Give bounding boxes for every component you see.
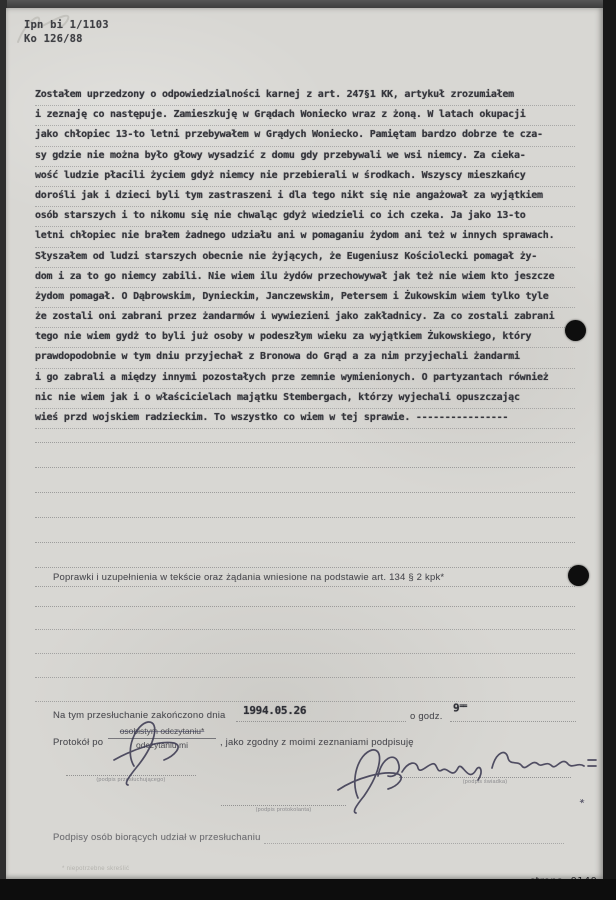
testimony-line: dom i za to go niemcy zabili. Nie wiem ilu żydów przechowywał jak też nie wiem kto jeszcze (35, 268, 575, 288)
testimony-line: Słyszałem od ludzi starszych obecnie nie żyjących, że Eugeniusz Kościolecki pomagał ży- (35, 248, 575, 268)
protocol-label: Protokół po (53, 737, 104, 748)
signature-line-witness (399, 776, 571, 778)
hour-label: o godz. (410, 711, 443, 722)
signature-label-recorder: (podpis protokolanta) (255, 807, 312, 813)
ruled-line (35, 606, 575, 630)
archive-ref-1: Ipn bi 1/1103 (24, 19, 109, 31)
ruled-line (35, 518, 575, 543)
corrections-label: Poprawki i uzupełnienia w tekście oraz żądania wniesione na podstawie art. 134 § 2 kpk* (53, 572, 445, 583)
testimony-line: sy gdzie nie można było głowy wysadzić z domu gdy przebywali we wsi niemcy. Za cieka- (35, 147, 575, 167)
signature-label-witness: (podpis świadka) (462, 779, 508, 785)
protocol-reading-options (108, 726, 216, 751)
option-personal-reading: osobistym odczytaniu* (108, 726, 216, 739)
signature-line-recorder (221, 804, 346, 806)
testimony-line: osób starszych i to nikomu się nie chwaląc gdyż wiedzieli co ich czeka. Ja jako 13-to (35, 207, 575, 227)
closing-date-value: 1994.05.26 (243, 704, 307, 717)
document-paper (6, 8, 603, 879)
ruled-line (35, 493, 575, 518)
testimony-line: tego nie wiem gydż to byli już osoby w podeszłym wieku za wyjątkiem Żukowskiego, który (35, 328, 575, 348)
closing-label: Na tym przesłuchanie zakończono dnia (53, 710, 226, 721)
archive-ref-2: Ko 126/88 (24, 33, 83, 45)
hour-value (453, 700, 466, 715)
testimony-line: wieś przd wojskiem radzieckim. To wszystko co wiem w tej sprawie. ---------------- (35, 409, 575, 429)
participants-underline (264, 842, 564, 844)
ruled-line (35, 654, 575, 678)
date-underline (236, 720, 406, 722)
testimony-body (35, 86, 575, 429)
ruled-line (35, 443, 575, 468)
testimony-line: prawdopodobnie w tym dniu przyjechał z Bronowa do Grąd a za nim przyjechali żandarmi (35, 348, 575, 368)
signature-recorder-path (338, 750, 401, 813)
scan-border-bottom (0, 879, 616, 900)
ruled-line (35, 418, 575, 443)
hour-superscript: == (459, 701, 466, 710)
testimony-line: Zostałem uprzedzony o odpowiedzialności karnej z art. 247§1 KK, artykuł zrozumiałem (35, 86, 575, 106)
scan-border-right (603, 0, 616, 900)
testimony-line: jako chłopiec 13-to letni przebywałem w Grądych Woniecko. Pamiętam bardzo dobrze te cza- (35, 126, 575, 146)
ruled-line (35, 586, 575, 607)
ruled-line (35, 543, 575, 568)
participants-label: Podpisy osób biorących udział w przesłuchaniu (53, 832, 261, 843)
testimony-line: i zeznaję co następuje. Zamieszkuję w Grądach Woniecko wraz z żoną. W latach okupacji (35, 106, 575, 126)
archive-references (24, 18, 109, 46)
testimony-line: letni chłopiec nie brałem żadnego udziału ani w pomaganiu żydom ani też w innych sprawach. (35, 227, 575, 247)
testimony-line: że zostali oni zabrani przez żandarmów i wywiezieni jako zakładnicy. Za co zostali zabrani (35, 308, 575, 328)
protocol-suffix: , jako zgodny z moimi zeznaniami podpisuję (220, 737, 414, 748)
signature-line-interrogator (66, 774, 196, 776)
ruled-line (35, 630, 575, 654)
signature-label-interrogator: (podpis przesłuchującego) (96, 777, 166, 783)
testimony-line: wość ludzie płacili życiem gdyż niemcy nie przebierali w środkach. Wszyscy mieszkańcy (35, 167, 575, 187)
hole-punch-dot-lower (568, 565, 589, 586)
hour-underline (450, 720, 576, 722)
corrections-row (35, 566, 575, 587)
testimony-line: żydom pomagał. O Dąbrowskim, Dynieckim, Janczewskim, Petersem i Żukowskim wiem tylko tyle (35, 288, 575, 308)
option-read-to-me: odczytaniu mi (136, 740, 188, 750)
hour-digit: 9 (453, 701, 460, 715)
hole-punch-dot-upper (565, 320, 586, 341)
ink-speck: * (577, 798, 586, 810)
testimony-line: dorośli jak i dzieci byli tym zastraszeni i dla tego nikt się nie angażował za wyjątkiem (35, 187, 575, 207)
ruled-line (35, 468, 575, 493)
blank-ruled-lines (35, 418, 575, 568)
form-footnote: * niepotrzebne skreślić (62, 866, 130, 872)
ruled-line (35, 678, 575, 702)
signature-witness-word2-path (492, 753, 596, 768)
blank-ruled-lines-2 (35, 606, 575, 702)
testimony-line: i go zabrali a między innymi pozostałych prze zemnie wymienionych. O partyzantach również (35, 369, 575, 389)
testimony-line: nic nie wiem jak i o właścicielach majątku Stembergach, którzy wyjechali opuszczając (35, 389, 575, 409)
